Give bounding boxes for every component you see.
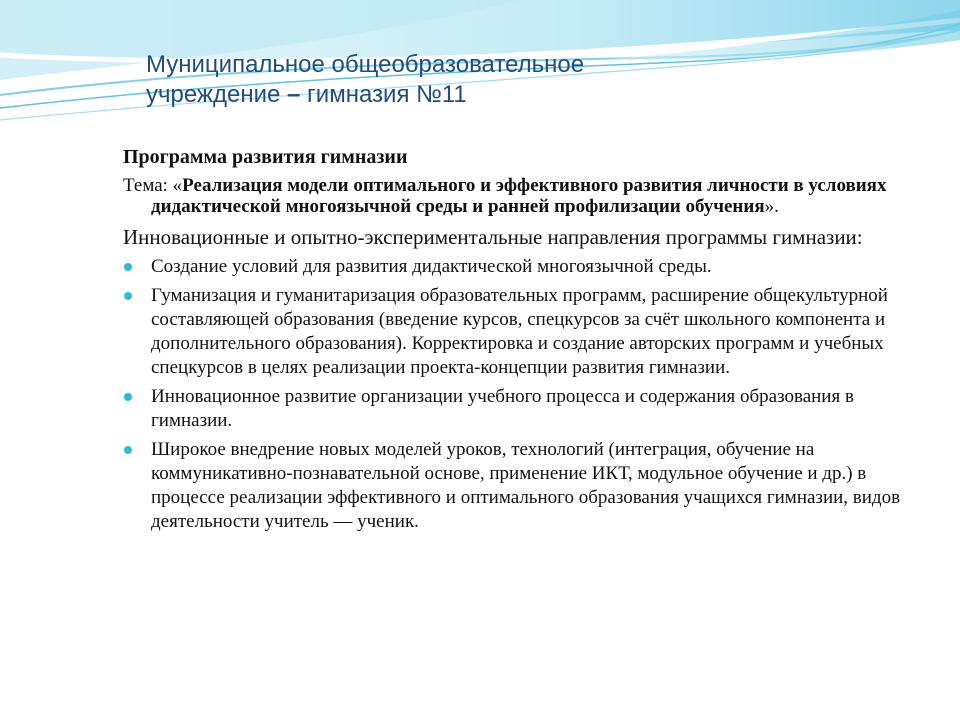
bullet-dot-icon (124, 446, 132, 454)
list-item (123, 385, 923, 433)
bullet-dot-icon (124, 263, 132, 271)
theme-text: Реализация модели оптимального и эффективного развития личности в условиях дидактической многоязычной среды и ранней профилизации обучения (151, 175, 887, 217)
list-item-text: Инновационное развитие организации учебного процесса и содержания образования в гимназии. (151, 386, 854, 431)
bullet-dot-icon (124, 292, 132, 300)
bullet-dot-icon (124, 393, 132, 401)
organization-title-prefix: учреждение (146, 81, 288, 108)
list-item-text: Создание условий для развития дидактической многоязычной среды. (151, 256, 712, 277)
list-item (123, 284, 923, 380)
list-item-text: Гуманизация и гуманитаризация образовательных программ, расширение общекультурной составляющей образования (введение курсов, спецкурсов за счёт школьного компонента и дополнительного образования). Корректировка и создание авторских программ и учебных спецкурсов в целях реализации проекта-концепции развития гимназии. (151, 285, 888, 378)
theme-label: Тема: (123, 175, 173, 196)
theme-open-quote: « (172, 175, 183, 196)
organization-title-line-1: Муниципальное общеобразовательное (146, 51, 585, 78)
slide-content (123, 143, 923, 539)
program-title: Программа развития гимназии (123, 146, 408, 168)
list-item-text: Широкое внедрение новых моделей уроков, технологий (интеграция, обучение на коммуникативно-познавательной основе, применение ИКТ, модульное обучение и др.) в процессе реализации эффективного и оптимального образования учащихся гимназии, видов деятельности учитель — ученик. (151, 439, 901, 532)
theme-close-quote: ». (764, 196, 779, 217)
organization-title-suffix: гимназия №11 (300, 81, 467, 108)
organization-title-dash: – (287, 81, 301, 108)
organization-title (146, 50, 906, 110)
directions-list (123, 255, 923, 534)
directions-heading: Инновационные и опытно-экспериментальные направления программы гимназии: (123, 225, 863, 249)
list-item (123, 255, 923, 279)
program-theme (123, 175, 923, 217)
list-item (123, 438, 923, 534)
organization-title-line-2 (146, 80, 906, 110)
